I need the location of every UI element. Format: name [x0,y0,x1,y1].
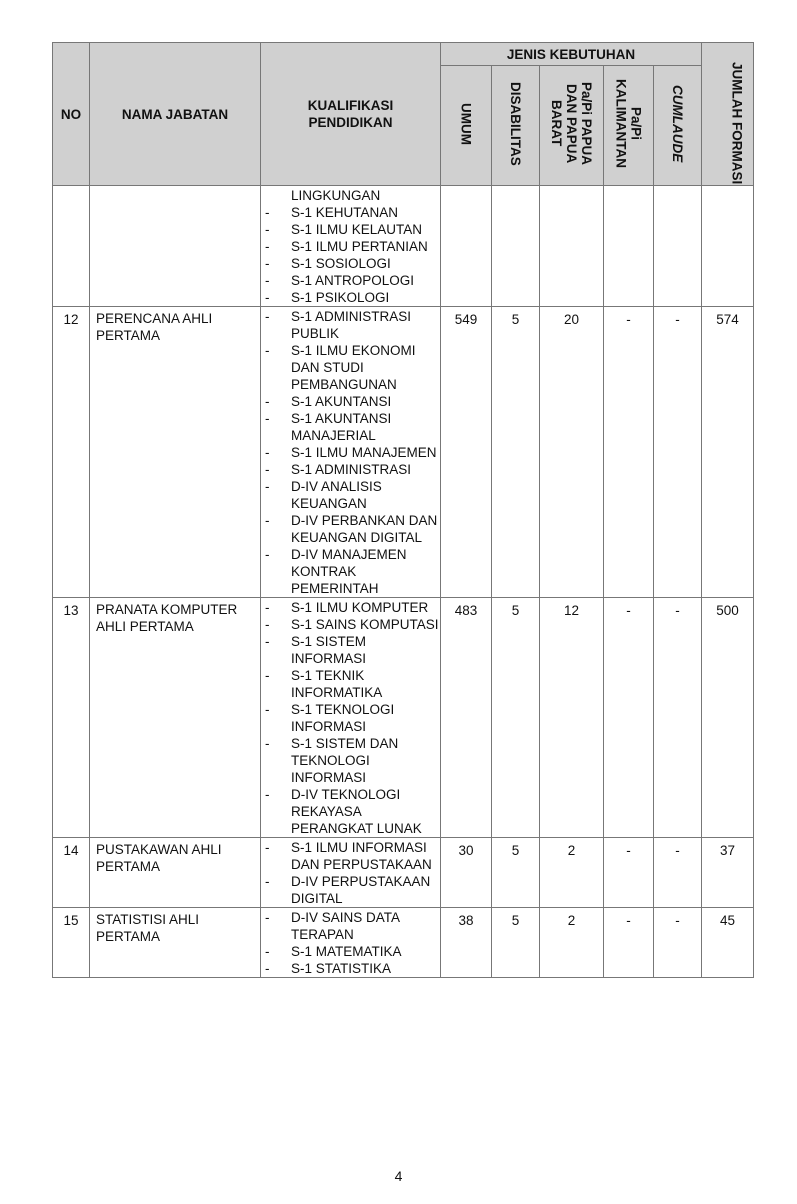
cell-cumlaude [654,186,702,307]
page-number: 4 [394,1168,403,1184]
cell-jumlah [702,186,754,307]
qualification-item: - D-IV PERBANKAN DAN KEUANGAN DIGITAL [265,512,440,546]
cell-cumlaude: - [654,598,702,838]
header-papua-label: Pa/Pi PAPUA DAN PAPUA BARAT [549,81,594,166]
cell-kalimantan: - [604,908,654,978]
qualification-item: - S-1 ILMU PERTANIAN [265,238,440,255]
cell-kalimantan: - [604,307,654,598]
cell-jabatan: PRANATA KOMPUTER AHLI PERTAMA [90,598,261,838]
cell-jabatan: PERENCANA AHLI PERTAMA [90,307,261,598]
cell-papua: 2 [540,838,604,908]
qualification-list [261,187,440,306]
header-cumlaude-label: CUMLAUDE [670,84,686,163]
qualification-item: - S-1 TEKNIK INFORMATIKA [265,667,440,701]
header-nama-jabatan: NAMA JABATAN [90,43,261,186]
header-jumlah-formasi [702,43,754,186]
header-papua [540,66,604,186]
table-row [53,307,754,598]
qualification-list [261,599,440,837]
cell-cumlaude: - [654,908,702,978]
cell-cumlaude: - [654,307,702,598]
qualification-list [261,308,440,597]
qualification-item: - S-1 ANTROPOLOGI [265,272,440,289]
header-kualifikasi-label: KUALIFIKASI PENDIDIKAN [307,98,394,130]
cell-jumlah: 45 [702,908,754,978]
qualification-item: - S-1 MATEMATIKA [265,943,440,960]
cell-kualifikasi [261,908,441,978]
cell-kualifikasi [261,598,441,838]
cell-no: 15 [53,908,90,978]
header-jumlah-formasi-label: JUMLAH FORMASI [729,62,745,185]
qualification-item: - D-IV MANAJEMEN KONTRAK PEMERINTAH [265,546,440,597]
qualification-item: - S-1 PSIKOLOGI [265,289,440,306]
header-cumlaude [654,66,702,186]
cell-kualifikasi [261,838,441,908]
qualification-item: - S-1 TEKNOLOGI INFORMASI [265,701,440,735]
cell-no: 12 [53,307,90,598]
cell-disabilitas: 5 [492,598,540,838]
cell-cumlaude: - [654,838,702,908]
qualification-item: - S-1 STATISTIKA [265,960,440,977]
cell-umum: 483 [441,598,492,838]
header-kualifikasi [261,43,441,186]
cell-umum [441,186,492,307]
cell-disabilitas [492,186,540,307]
qualification-item: - S-1 KEHUTANAN [265,204,440,221]
header-umum [441,66,492,186]
cell-papua: 20 [540,307,604,598]
qualification-item: - D-IV SAINS DATA TERAPAN [265,909,440,943]
qualification-item: - S-1 SOSIOLOGI [265,255,440,272]
cell-kualifikasi [261,186,441,307]
header-disabilitas [492,66,540,186]
qualification-item: - S-1 ILMU EKONOMI DAN STUDI PEMBANGUNAN [265,342,440,393]
cell-kalimantan: - [604,598,654,838]
cell-umum: 30 [441,838,492,908]
cell-no: 13 [53,598,90,838]
qualification-item: - D-IV TEKNOLOGI REKAYASA PERANGKAT LUNAK [265,786,440,837]
cell-disabilitas: 5 [492,908,540,978]
qualification-item: - D-IV PERPUSTAKAAN DIGITAL [265,873,440,907]
cell-jumlah: 37 [702,838,754,908]
header-disabilitas-label: DISABILITAS [508,81,523,166]
table-row-continuation [53,186,754,307]
cell-kalimantan: - [604,838,654,908]
qualification-item: - D-IV ANALISIS KEUANGAN [265,478,440,512]
header-kalimantan-label: Pa/Pi KALIMANTAN [613,79,644,168]
table-row [53,838,754,908]
cell-no: 14 [53,838,90,908]
qualification-item: LINGKUNGAN [291,188,381,203]
qualification-item: - S-1 SISTEM DAN TEKNOLOGI INFORMASI [265,735,440,786]
qualification-item: - S-1 AKUNTANSI [265,393,440,410]
cell-no [53,186,90,307]
qualification-item: - S-1 ILMU INFORMASI DAN PERPUSTAKAAN [265,839,440,873]
qualification-item: - S-1 ILMU KELAUTAN [265,221,440,238]
qualification-item: - S-1 SAINS KOMPUTASI [265,616,440,633]
qualification-list [261,909,440,977]
qualification-item: - S-1 ADMINISTRASI [265,461,440,478]
header-umum-label: UMUM [458,102,474,145]
cell-jabatan: STATISTISI AHLI PERTAMA [90,908,261,978]
cell-jabatan [90,186,261,307]
cell-disabilitas: 5 [492,838,540,908]
qualification-item: - S-1 ADMINISTRASI PUBLIK [265,308,440,342]
formation-table [52,42,754,978]
cell-jumlah: 500 [702,598,754,838]
header-kalimantan [604,66,654,186]
cell-papua: 12 [540,598,604,838]
qualification-item: - S-1 ILMU MANAJEMEN [265,444,440,461]
qualification-item: - S-1 ILMU KOMPUTER [265,599,440,616]
qualification-item: - S-1 AKUNTANSI MANAJERIAL [265,410,440,444]
cell-kalimantan [604,186,654,307]
cell-jumlah: 574 [702,307,754,598]
qualification-list [261,839,440,907]
qualification-item: - S-1 SISTEM INFORMASI [265,633,440,667]
cell-disabilitas: 5 [492,307,540,598]
cell-papua [540,186,604,307]
cell-umum: 38 [441,908,492,978]
table-row [53,908,754,978]
header-no: NO [53,43,90,186]
cell-papua: 2 [540,908,604,978]
table-row [53,598,754,838]
cell-kualifikasi [261,307,441,598]
cell-umum: 549 [441,307,492,598]
cell-jabatan: PUSTAKAWAN AHLI PERTAMA [90,838,261,908]
header-jenis-kebutuhan: JENIS KEBUTUHAN [441,43,702,66]
